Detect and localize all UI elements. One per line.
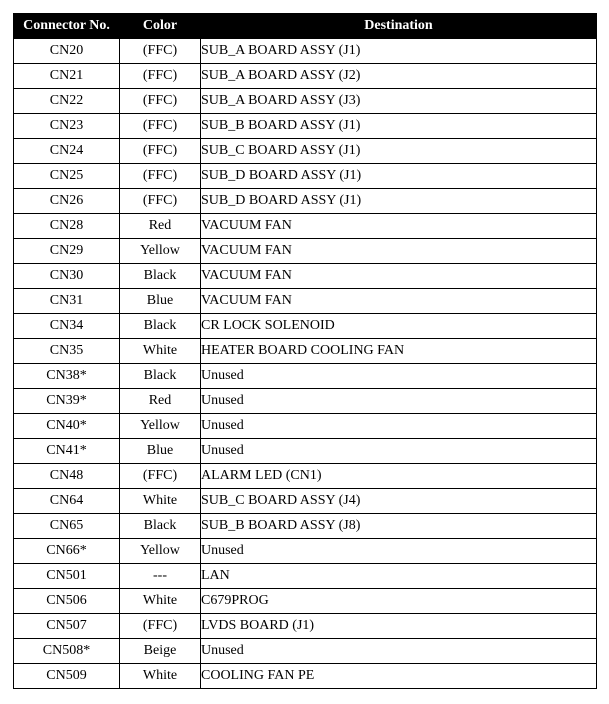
cell-destination: VACUUM FAN xyxy=(201,264,597,289)
cell-destination: C679PROG xyxy=(201,589,597,614)
table-row xyxy=(14,214,597,239)
cell-connector: CN509 xyxy=(14,664,120,689)
cell-connector: CN39* xyxy=(14,389,120,414)
header-row xyxy=(14,14,597,39)
table-row xyxy=(14,439,597,464)
cell-destination: Unused xyxy=(201,539,597,564)
cell-connector: CN30 xyxy=(14,264,120,289)
cell-destination: Unused xyxy=(201,439,597,464)
table-row xyxy=(14,414,597,439)
cell-color: White xyxy=(120,489,201,514)
table-row xyxy=(14,39,597,64)
cell-color: Black xyxy=(120,364,201,389)
table-row xyxy=(14,64,597,89)
cell-color: Blue xyxy=(120,439,201,464)
cell-connector: CN66* xyxy=(14,539,120,564)
cell-color: Black xyxy=(120,314,201,339)
table-row xyxy=(14,314,597,339)
cell-destination: SUB_C BOARD ASSY (J4) xyxy=(201,489,597,514)
cell-connector: CN20 xyxy=(14,39,120,64)
table-header xyxy=(14,14,597,39)
cell-destination: Unused xyxy=(201,389,597,414)
cell-color: (FFC) xyxy=(120,89,201,114)
cell-connector: CN64 xyxy=(14,489,120,514)
table-row xyxy=(14,89,597,114)
table-row xyxy=(14,264,597,289)
cell-destination: SUB_B BOARD ASSY (J8) xyxy=(201,514,597,539)
table-row xyxy=(14,139,597,164)
cell-connector: CN21 xyxy=(14,64,120,89)
cell-destination: SUB_D BOARD ASSY (J1) xyxy=(201,189,597,214)
table-row xyxy=(14,514,597,539)
cell-destination: LAN xyxy=(201,564,597,589)
table-row xyxy=(14,464,597,489)
cell-destination: HEATER BOARD COOLING FAN xyxy=(201,339,597,364)
cell-color: White xyxy=(120,589,201,614)
cell-connector: CN22 xyxy=(14,89,120,114)
cell-destination: CR LOCK SOLENOID xyxy=(201,314,597,339)
table-row xyxy=(14,239,597,264)
cell-color: White xyxy=(120,664,201,689)
cell-destination: Unused xyxy=(201,364,597,389)
cell-destination: Unused xyxy=(201,414,597,439)
cell-color: (FFC) xyxy=(120,114,201,139)
cell-connector: CN48 xyxy=(14,464,120,489)
cell-destination: Unused xyxy=(201,639,597,664)
header-connector-no: Connector No. xyxy=(14,14,120,39)
cell-connector: CN35 xyxy=(14,339,120,364)
cell-connector: CN24 xyxy=(14,139,120,164)
cell-color: Black xyxy=(120,514,201,539)
cell-connector: CN28 xyxy=(14,214,120,239)
cell-connector: CN26 xyxy=(14,189,120,214)
table-row xyxy=(14,589,597,614)
table-row xyxy=(14,339,597,364)
table-row xyxy=(14,614,597,639)
cell-destination: SUB_A BOARD ASSY (J2) xyxy=(201,64,597,89)
cell-connector: CN38* xyxy=(14,364,120,389)
cell-color: (FFC) xyxy=(120,139,201,164)
cell-destination: SUB_A BOARD ASSY (J1) xyxy=(201,39,597,64)
cell-color: (FFC) xyxy=(120,614,201,639)
cell-destination: SUB_D BOARD ASSY (J1) xyxy=(201,164,597,189)
cell-connector: CN508* xyxy=(14,639,120,664)
cell-destination: VACUUM FAN xyxy=(201,214,597,239)
table-row xyxy=(14,389,597,414)
cell-destination: SUB_B BOARD ASSY (J1) xyxy=(201,114,597,139)
cell-color: Yellow xyxy=(120,414,201,439)
table-row xyxy=(14,364,597,389)
cell-connector: CN506 xyxy=(14,589,120,614)
cell-color: (FFC) xyxy=(120,64,201,89)
cell-color: Yellow xyxy=(120,239,201,264)
cell-color: Yellow xyxy=(120,539,201,564)
connector-table xyxy=(13,13,597,689)
cell-connector: CN41* xyxy=(14,439,120,464)
cell-color: Red xyxy=(120,214,201,239)
cell-connector: CN25 xyxy=(14,164,120,189)
table-row xyxy=(14,114,597,139)
cell-color: (FFC) xyxy=(120,189,201,214)
header-destination: Destination xyxy=(201,14,597,39)
table-row xyxy=(14,564,597,589)
cell-connector: CN34 xyxy=(14,314,120,339)
header-color: Color xyxy=(120,14,201,39)
cell-destination: VACUUM FAN xyxy=(201,289,597,314)
table-row xyxy=(14,164,597,189)
table-row xyxy=(14,639,597,664)
cell-destination: COOLING FAN PE xyxy=(201,664,597,689)
cell-connector: CN31 xyxy=(14,289,120,314)
cell-destination: VACUUM FAN xyxy=(201,239,597,264)
table-row xyxy=(14,489,597,514)
table-row xyxy=(14,189,597,214)
cell-connector: CN65 xyxy=(14,514,120,539)
cell-destination: SUB_A BOARD ASSY (J3) xyxy=(201,89,597,114)
cell-destination: SUB_C BOARD ASSY (J1) xyxy=(201,139,597,164)
cell-color: (FFC) xyxy=(120,164,201,189)
cell-color: Black xyxy=(120,264,201,289)
cell-connector: CN29 xyxy=(14,239,120,264)
table-row xyxy=(14,539,597,564)
cell-connector: CN507 xyxy=(14,614,120,639)
cell-destination: LVDS BOARD (J1) xyxy=(201,614,597,639)
table-body xyxy=(14,39,597,689)
cell-connector: CN501 xyxy=(14,564,120,589)
cell-color: Red xyxy=(120,389,201,414)
cell-connector: CN23 xyxy=(14,114,120,139)
cell-color: --- xyxy=(120,564,201,589)
table-row xyxy=(14,664,597,689)
cell-color: White xyxy=(120,339,201,364)
cell-color: (FFC) xyxy=(120,464,201,489)
table-row xyxy=(14,289,597,314)
cell-color: Beige xyxy=(120,639,201,664)
cell-color: Blue xyxy=(120,289,201,314)
cell-destination: ALARM LED (CN1) xyxy=(201,464,597,489)
cell-color: (FFC) xyxy=(120,39,201,64)
cell-connector: CN40* xyxy=(14,414,120,439)
